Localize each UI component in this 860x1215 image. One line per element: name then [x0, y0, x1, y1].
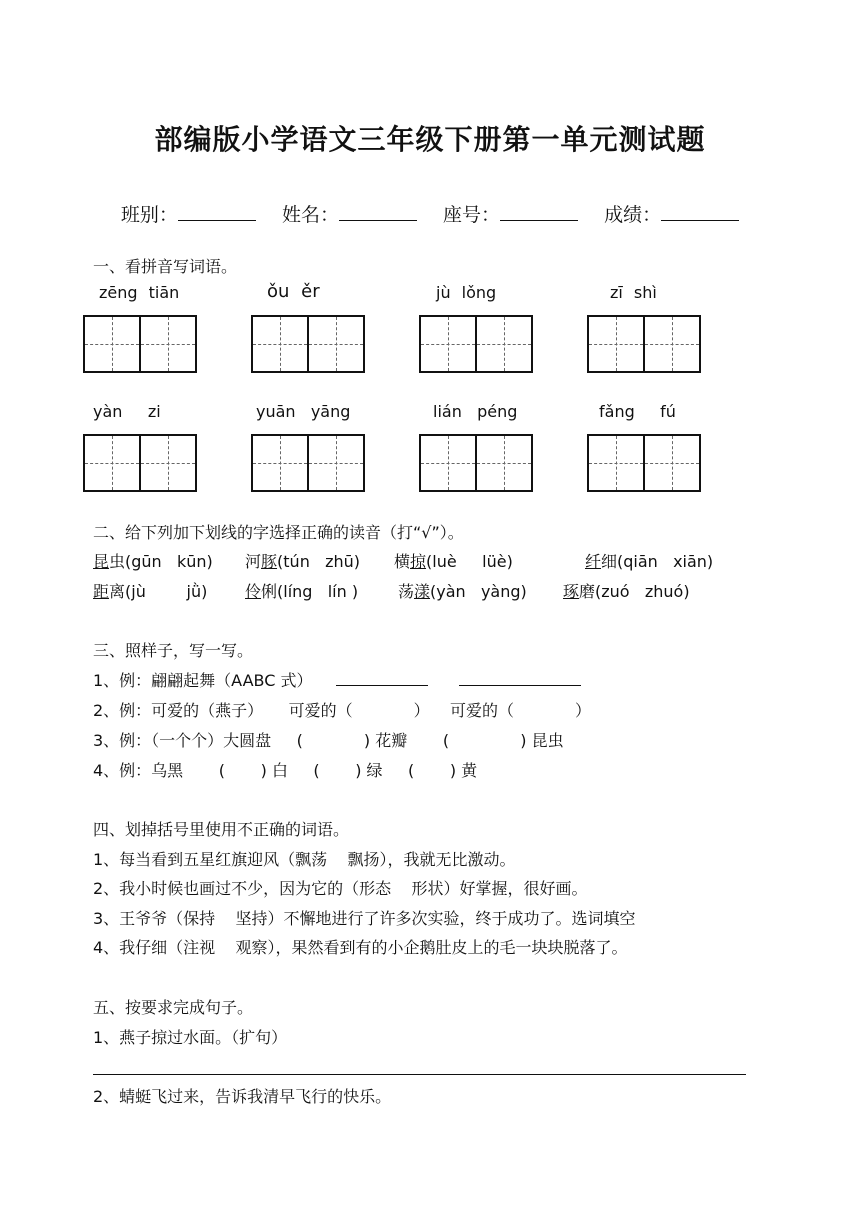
- pinyin-zishi: zī shì: [610, 283, 657, 302]
- writing-box[interactable]: [419, 315, 533, 373]
- reading-item[interactable]: 距离(jù jǜ): [93, 582, 208, 601]
- section5-heading: 五、按要求完成句子。: [93, 998, 254, 1017]
- reading-item[interactable]: 纤细(qiān xiān): [585, 552, 714, 571]
- answer-line[interactable]: [93, 1074, 746, 1075]
- exercise-line: 1、燕子掠过水面。（扩句）: [93, 1028, 288, 1047]
- section4-heading: 四、划掉括号里使用不正确的词语。: [93, 820, 350, 839]
- writing-box[interactable]: [83, 434, 197, 492]
- student-info-row: [0, 200, 860, 227]
- reading-item[interactable]: 荡漾(yàn yàng): [398, 582, 527, 601]
- writing-box[interactable]: [251, 434, 365, 492]
- answer-blank[interactable]: [459, 671, 581, 686]
- pinyin-fangfu: fǎng fú: [599, 402, 676, 421]
- exercise-line[interactable]: 3、例：（一个个）大圆盘 ( ) 花瓣 ( ) 昆虫: [93, 731, 564, 750]
- writing-box[interactable]: [419, 434, 533, 492]
- score-field[interactable]: 成绩：: [604, 204, 739, 226]
- pinyin-ouer: ǒu ěr: [267, 281, 320, 302]
- pinyin-yuanyang: yuān yāng: [256, 402, 351, 421]
- writing-box[interactable]: [83, 315, 197, 373]
- pinyin-lianpeng: lián péng: [433, 402, 518, 421]
- page-title: 部编版小学语文三年级下册第一单元测试题: [154, 123, 706, 156]
- section1-heading: 一、看拼音写词语。: [93, 257, 238, 276]
- seat-field[interactable]: 座号：: [443, 204, 578, 226]
- pinyin-julong: jù lǒng: [436, 283, 497, 302]
- section2-heading: 二、给下列加下划线的字选择正确的读音（打“√”）。: [93, 523, 464, 542]
- writing-box[interactable]: [587, 315, 701, 373]
- reading-item[interactable]: 琢磨(zuó zhuó): [563, 582, 690, 601]
- exercise-line[interactable]: 3、王爷爷（保持 坚持）不懈地进行了许多次实验，终于成功了。选词填空: [93, 909, 636, 928]
- answer-blank[interactable]: [336, 671, 428, 686]
- exercise-line: 2、蜻蜓飞过来，告诉我清早飞行的快乐。: [93, 1087, 392, 1106]
- exercise-line: 1、例：翩翩起舞（AABC 式）: [93, 668, 581, 691]
- writing-box[interactable]: [251, 315, 365, 373]
- exercise-line[interactable]: 2、我小时候也画过不少，因为它的（形态 形状）好掌握，很好画。: [93, 879, 588, 898]
- pinyin-yanzi: yàn zi: [93, 402, 161, 421]
- reading-item[interactable]: 横掠(luè lüè): [394, 552, 513, 571]
- writing-box[interactable]: [587, 434, 701, 492]
- reading-item[interactable]: 昆虫(gūn kūn): [93, 552, 213, 571]
- name-field[interactable]: 姓名：: [282, 204, 417, 226]
- section3-heading: 三、照样子，写一写。: [93, 641, 254, 660]
- pinyin-zengtian: zēng tiān: [99, 283, 180, 302]
- reading-item[interactable]: 伶俐(líng lín ): [245, 582, 359, 601]
- class-field[interactable]: 班别：: [121, 204, 256, 226]
- exercise-line[interactable]: 4、例：乌黑 ( ) 白 ( ) 绿 ( ) 黄: [93, 761, 478, 780]
- exercise-line[interactable]: 1、每当看到五星红旗迎风（飘荡 飘扬），我就无比激动。: [93, 850, 516, 869]
- exercise-line[interactable]: 2、例：可爱的（燕子） 可爱的（ ） 可爱的（ ）: [93, 701, 592, 720]
- reading-item[interactable]: 河豚(tún zhū): [245, 552, 361, 571]
- exercise-line[interactable]: 4、我仔细（注视 观察），果然看到有的小企鹅肚皮上的毛一块块脱落了。: [93, 938, 628, 957]
